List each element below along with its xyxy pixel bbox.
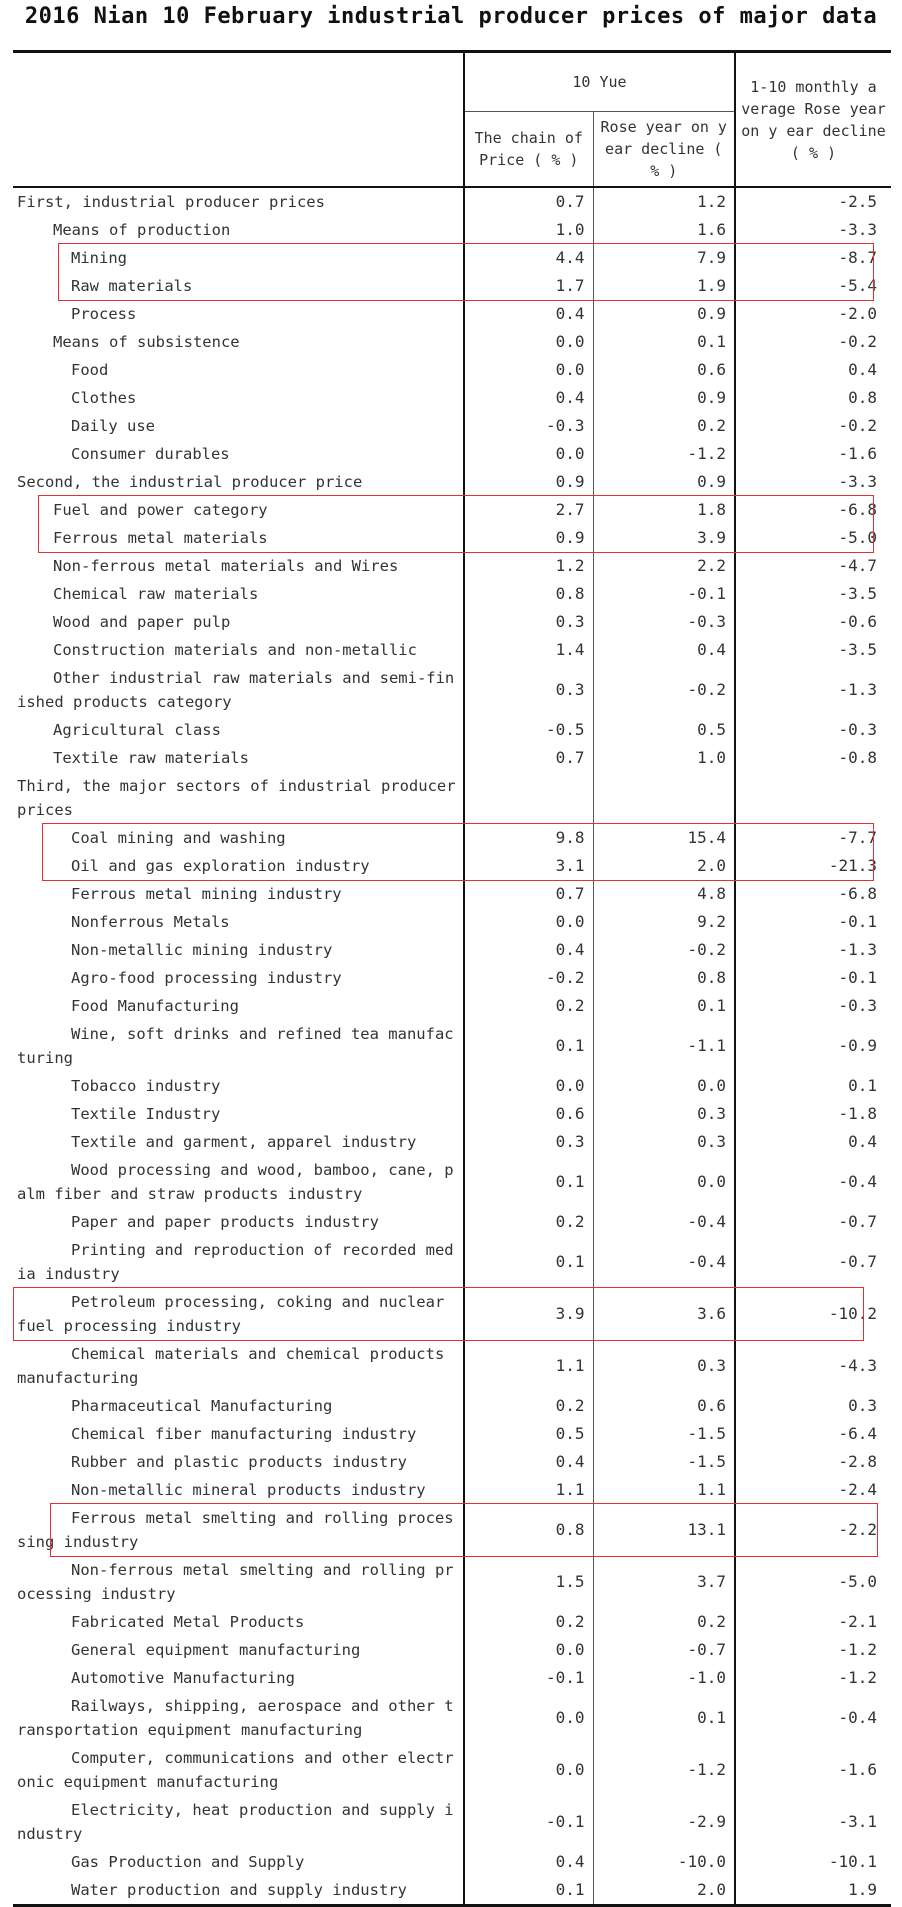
avg-yoy-value: [735, 772, 891, 824]
table-row: [13, 1556, 891, 1608]
table-row: [13, 824, 891, 852]
avg-yoy-value: -1.2: [838, 1668, 877, 1687]
chain-price-value: -0.3: [464, 412, 593, 440]
row-label: Textile Industry: [13, 1100, 464, 1128]
chain-price-value: 0.1: [464, 1020, 593, 1072]
row-label: Textile and garment, apparel industry: [13, 1128, 464, 1156]
yoy-value: 2.2: [593, 552, 735, 580]
yoy-value: 0.0: [593, 1156, 735, 1208]
table-row: [13, 1072, 891, 1100]
chain-price-value: 0.2: [464, 992, 593, 1020]
chain-price-value: 1.5: [464, 1556, 593, 1608]
chain-price-value: 0.4: [464, 1448, 593, 1476]
table-row: [13, 1340, 891, 1392]
table-row: [13, 356, 891, 384]
table-row: [13, 1796, 891, 1848]
chain-price-value: 0.8: [464, 1504, 593, 1556]
avg-yoy-value: -4.7: [838, 556, 877, 575]
row-label: Automotive Manufacturing: [13, 1664, 464, 1692]
avg-yoy-value: -2.8: [838, 1452, 877, 1471]
chain-price-value: 0.4: [464, 384, 593, 412]
yoy-value: -1.2: [593, 440, 735, 468]
yoy-value: 3.9: [593, 524, 735, 552]
yoy-value: 0.9: [593, 300, 735, 328]
yoy-value: 1.9: [593, 272, 735, 300]
yoy-value: 15.4: [593, 824, 735, 852]
chain-price-value: 0.5: [464, 1420, 593, 1448]
chain-price-value: 0.7: [464, 744, 593, 772]
chain-price-value: 0.7: [464, 880, 593, 908]
row-label: Raw materials: [13, 272, 464, 300]
yoy-value: [593, 772, 735, 824]
row-label: Fabricated Metal Products: [13, 1608, 464, 1636]
avg-yoy-value: -6.4: [838, 1424, 877, 1443]
row-label: Other industrial raw materials and semi-finished products category: [13, 664, 464, 716]
chain-price-value: 1.1: [464, 1340, 593, 1392]
table-row: [13, 216, 891, 244]
yoy-value: 2.0: [593, 852, 735, 880]
yoy-value: 0.5: [593, 716, 735, 744]
chain-price-value: 0.4: [464, 936, 593, 964]
table-row: [13, 552, 891, 580]
table-row: [13, 300, 891, 328]
row-label: Non-metallic mining industry: [13, 936, 464, 964]
table-row: [13, 580, 891, 608]
yoy-value: -1.1: [593, 1020, 735, 1072]
row-label: Food: [13, 356, 464, 384]
table-row: [13, 936, 891, 964]
chain-price-value: 0.0: [464, 908, 593, 936]
yoy-value: 7.9: [593, 244, 735, 272]
avg-yoy-value: -6.8: [838, 500, 877, 519]
table-row: [13, 1608, 891, 1636]
row-label: Chemical materials and chemical products manufacturing: [13, 1340, 464, 1392]
row-label: Wood processing and wood, bamboo, cane, palm fiber and straw products industry: [13, 1156, 464, 1208]
avg-yoy-value: -5.0: [838, 528, 877, 547]
table-row: [13, 1476, 891, 1504]
avg-yoy-value: -1.3: [838, 940, 877, 959]
yoy-value: 1.1: [593, 1476, 735, 1504]
avg-yoy-value: 0.4: [848, 1132, 877, 1151]
yoy-value: -0.3: [593, 608, 735, 636]
table-row: [13, 1156, 891, 1208]
row-label: Nonferrous Metals: [13, 908, 464, 936]
yoy-value: 1.0: [593, 744, 735, 772]
yoy-value: -1.5: [593, 1420, 735, 1448]
avg-yoy-value: -1.2: [838, 1640, 877, 1659]
avg-yoy-value: -1.6: [838, 1760, 877, 1779]
avg-yoy-value: -1.8: [838, 1104, 877, 1123]
yoy-value: 0.6: [593, 356, 735, 384]
avg-yoy-value: -0.1: [838, 968, 877, 987]
chain-price-value: 0.6: [464, 1100, 593, 1128]
table-row: [13, 1100, 891, 1128]
avg-yoy-value: -8.7: [838, 248, 877, 267]
avg-yoy-value: -3.5: [838, 584, 877, 603]
chain-price-value: 0.9: [464, 524, 593, 552]
table-row: [13, 1636, 891, 1664]
chain-price-value: 2.7: [464, 496, 593, 524]
chain-price-value: 0.8: [464, 580, 593, 608]
row-label: Computer, communications and other electronic equipment manufacturing: [13, 1744, 464, 1796]
table-row: [13, 1208, 891, 1236]
row-label: Ferrous metal smelting and rolling processing industry: [13, 1504, 464, 1556]
table-row: [13, 908, 891, 936]
table-row: [13, 1664, 891, 1692]
header-chain-price: The chain of Price ( % ): [464, 112, 593, 188]
chain-price-value: 1.4: [464, 636, 593, 664]
yoy-value: -0.7: [593, 1636, 735, 1664]
row-label: Daily use: [13, 412, 464, 440]
table-row: [13, 608, 891, 636]
table-row: [13, 852, 891, 880]
avg-yoy-value: -0.2: [838, 416, 877, 435]
table-header: [13, 52, 891, 188]
yoy-value: 0.2: [593, 1608, 735, 1636]
row-label: Chemical raw materials: [13, 580, 464, 608]
yoy-value: 0.6: [593, 1392, 735, 1420]
yoy-value: 0.1: [593, 992, 735, 1020]
yoy-value: 0.0: [593, 1072, 735, 1100]
yoy-value: 0.8: [593, 964, 735, 992]
table-row: [13, 1236, 891, 1288]
chain-price-value: 1.7: [464, 272, 593, 300]
row-label: Second, the industrial producer price: [13, 468, 464, 496]
avg-yoy-value: -0.8: [838, 748, 877, 767]
table-row: [13, 1420, 891, 1448]
data-table: [13, 50, 891, 1907]
yoy-value: -2.9: [593, 1796, 735, 1848]
row-label: Textile raw materials: [13, 744, 464, 772]
table-row: [13, 384, 891, 412]
table-row: [13, 187, 891, 216]
avg-yoy-value: -0.3: [838, 720, 877, 739]
yoy-value: -1.2: [593, 1744, 735, 1796]
chain-price-value: 0.0: [464, 1744, 593, 1796]
row-label: Construction materials and non-metallic: [13, 636, 464, 664]
avg-yoy-value: -0.7: [838, 1212, 877, 1231]
chain-price-value: -0.1: [464, 1664, 593, 1692]
yoy-value: -0.2: [593, 664, 735, 716]
row-label: First, industrial producer prices: [13, 187, 464, 216]
header-avg-yoy: 1-10 monthly a verage Rose year on y ear decline ( % ): [735, 52, 891, 188]
header-group-10-month: 10 Yue: [464, 52, 735, 112]
chain-price-value: 0.1: [464, 1236, 593, 1288]
row-label: Fuel and power category: [13, 496, 464, 524]
row-label: Water production and supply industry: [13, 1876, 464, 1906]
row-label: Food Manufacturing: [13, 992, 464, 1020]
avg-yoy-value: 1.9: [735, 1876, 891, 1906]
yoy-value: 0.4: [593, 636, 735, 664]
avg-yoy-value: 0.4: [848, 360, 877, 379]
row-label: Third, the major sectors of industrial producer prices: [13, 772, 464, 824]
avg-yoy-value: -4.3: [838, 1356, 877, 1375]
chain-price-value: 0.4: [464, 300, 593, 328]
yoy-value: 0.3: [593, 1340, 735, 1392]
row-label: Non-metallic mineral products industry: [13, 1476, 464, 1504]
avg-yoy-value: -10.2: [828, 1304, 877, 1323]
page-title: 2016 Nian 10 February industrial producer prices of major data: [24, 4, 878, 29]
table-row: [13, 524, 891, 552]
row-label: Oil and gas exploration industry: [13, 852, 464, 880]
row-label: Rubber and plastic products industry: [13, 1448, 464, 1476]
chain-price-value: 0.4: [464, 1848, 593, 1876]
table-row: [13, 1448, 891, 1476]
header-yoy: Rose year on y ear decline ( % ): [593, 112, 735, 188]
table-row: [13, 716, 891, 744]
table-row: [13, 468, 891, 496]
chain-price-value: 1.1: [464, 1476, 593, 1504]
avg-yoy-value: -0.7: [838, 1252, 877, 1271]
avg-yoy-value: -2.5: [838, 192, 877, 211]
yoy-value: 0.1: [593, 328, 735, 356]
table-row: [13, 1876, 891, 1906]
avg-yoy-value: -3.3: [838, 220, 877, 239]
yoy-value: 0.9: [593, 384, 735, 412]
chain-price-value: 4.4: [464, 244, 593, 272]
table-row: [13, 1128, 891, 1156]
row-label: Means of subsistence: [13, 328, 464, 356]
yoy-value: 4.8: [593, 880, 735, 908]
avg-yoy-value: -5.4: [838, 276, 877, 295]
avg-yoy-value: -2.4: [838, 1480, 877, 1499]
row-label: Non-ferrous metal materials and Wires: [13, 552, 464, 580]
header-blank-cell: [13, 52, 464, 188]
yoy-value: -1.5: [593, 1448, 735, 1476]
yoy-value: 0.3: [593, 1128, 735, 1156]
avg-yoy-value: -0.2: [838, 332, 877, 351]
row-label: Ferrous metal mining industry: [13, 880, 464, 908]
yoy-value: 0.9: [593, 468, 735, 496]
row-label: Pharmaceutical Manufacturing: [13, 1392, 464, 1420]
row-label: Wine, soft drinks and refined tea manufacturing: [13, 1020, 464, 1072]
row-label: Gas Production and Supply: [13, 1848, 464, 1876]
avg-yoy-value: 0.8: [848, 388, 877, 407]
table-row: [13, 1504, 891, 1556]
yoy-value: 1.2: [593, 187, 735, 216]
table-row: [13, 1288, 891, 1340]
yoy-value: 3.7: [593, 1556, 735, 1608]
table-row: [13, 1692, 891, 1744]
yoy-value: 13.1: [593, 1504, 735, 1556]
yoy-value: 0.1: [593, 1692, 735, 1744]
chain-price-value: 0.2: [464, 1608, 593, 1636]
chain-price-value: 0.0: [464, 356, 593, 384]
chain-price-value: 3.9: [464, 1288, 593, 1340]
row-label: Mining: [13, 244, 464, 272]
yoy-value: 0.2: [593, 412, 735, 440]
avg-yoy-value: -3.5: [838, 640, 877, 659]
chain-price-value: [464, 772, 593, 824]
chain-price-value: 0.0: [464, 440, 593, 468]
table-row: [13, 992, 891, 1020]
table-row: [13, 744, 891, 772]
avg-yoy-value: 0.1: [848, 1076, 877, 1095]
row-label: Consumer durables: [13, 440, 464, 468]
chain-price-value: 1.0: [464, 216, 593, 244]
avg-yoy-value: -0.9: [838, 1036, 877, 1055]
table-row: [13, 964, 891, 992]
yoy-value: 3.6: [593, 1288, 735, 1340]
yoy-value: 0.3: [593, 1100, 735, 1128]
chain-price-value: 0.9: [464, 468, 593, 496]
row-label: Printing and reproduction of recorded media industry: [13, 1236, 464, 1288]
row-label: Agricultural class: [13, 716, 464, 744]
table-row: [13, 496, 891, 524]
chain-price-value: 0.1: [464, 1876, 593, 1906]
chain-price-value: 3.1: [464, 852, 593, 880]
avg-yoy-value: -1.3: [838, 680, 877, 699]
table-row: [13, 328, 891, 356]
avg-yoy-value: 0.3: [848, 1396, 877, 1415]
avg-yoy-value: -0.1: [838, 912, 877, 931]
table-row: [13, 272, 891, 300]
chain-price-value: -0.2: [464, 964, 593, 992]
row-label: Petroleum processing, coking and nuclear fuel processing industry: [13, 1288, 464, 1340]
row-label: Paper and paper products industry: [13, 1208, 464, 1236]
avg-yoy-value: -0.3: [838, 996, 877, 1015]
yoy-value: 1.8: [593, 496, 735, 524]
row-label: Process: [13, 300, 464, 328]
chain-price-value: 0.0: [464, 1072, 593, 1100]
row-label: Chemical fiber manufacturing industry: [13, 1420, 464, 1448]
avg-yoy-value: -0.4: [838, 1708, 877, 1727]
yoy-value: -10.0: [593, 1848, 735, 1876]
table-row: [13, 244, 891, 272]
chain-price-value: -0.1: [464, 1796, 593, 1848]
avg-yoy-value: -2.1: [838, 1612, 877, 1631]
yoy-value: -1.0: [593, 1664, 735, 1692]
avg-yoy-value: -2.0: [838, 304, 877, 323]
avg-yoy-value: -7.7: [838, 828, 877, 847]
avg-yoy-value: -3.1: [838, 1812, 877, 1831]
row-label: Tobacco industry: [13, 1072, 464, 1100]
row-label: Non-ferrous metal smelting and rolling processing industry: [13, 1556, 464, 1608]
table-row: [13, 412, 891, 440]
table-row: [13, 440, 891, 468]
chain-price-value: 0.0: [464, 328, 593, 356]
table-row: [13, 880, 891, 908]
row-label: Means of production: [13, 216, 464, 244]
yoy-value: 9.2: [593, 908, 735, 936]
table-row: [13, 1744, 891, 1796]
table-row: [13, 1848, 891, 1876]
table-row: [13, 636, 891, 664]
avg-yoy-value: -5.0: [838, 1572, 877, 1591]
data-table-container: [13, 50, 891, 1907]
yoy-value: 2.0: [593, 1876, 735, 1906]
chain-price-value: 0.3: [464, 608, 593, 636]
chain-price-value: 0.7: [464, 187, 593, 216]
chain-price-value: 0.3: [464, 664, 593, 716]
table-body: [13, 187, 891, 1906]
table-row: [13, 1020, 891, 1072]
chain-price-value: 0.0: [464, 1636, 593, 1664]
row-label: Agro-food processing industry: [13, 964, 464, 992]
chain-price-value: 0.2: [464, 1208, 593, 1236]
chain-price-value: 0.0: [464, 1692, 593, 1744]
avg-yoy-value: -2.2: [838, 1520, 877, 1539]
yoy-value: -0.4: [593, 1208, 735, 1236]
chain-price-value: 0.2: [464, 1392, 593, 1420]
row-label: Clothes: [13, 384, 464, 412]
avg-yoy-value: -0.6: [838, 612, 877, 631]
row-label: Coal mining and washing: [13, 824, 464, 852]
yoy-value: 1.6: [593, 216, 735, 244]
chain-price-value: 0.1: [464, 1156, 593, 1208]
chain-price-value: -0.5: [464, 716, 593, 744]
row-label: Electricity, heat production and supply industry: [13, 1796, 464, 1848]
yoy-value: -0.2: [593, 936, 735, 964]
avg-yoy-value: -1.6: [838, 444, 877, 463]
row-label: Wood and paper pulp: [13, 608, 464, 636]
yoy-value: -0.4: [593, 1236, 735, 1288]
avg-yoy-value: -3.3: [838, 472, 877, 491]
avg-yoy-value: -21.3: [828, 856, 877, 875]
row-label: Railways, shipping, aerospace and other transportation equipment manufacturing: [13, 1692, 464, 1744]
table-row: [13, 1392, 891, 1420]
row-label: Ferrous metal materials: [13, 524, 464, 552]
chain-price-value: 1.2: [464, 552, 593, 580]
avg-yoy-value: -10.1: [828, 1852, 877, 1871]
avg-yoy-value: -0.4: [838, 1172, 877, 1191]
row-label: General equipment manufacturing: [13, 1636, 464, 1664]
table-row: [13, 772, 891, 824]
yoy-value: -0.1: [593, 580, 735, 608]
table-row: [13, 664, 891, 716]
chain-price-value: 9.8: [464, 824, 593, 852]
avg-yoy-value: -6.8: [838, 884, 877, 903]
chain-price-value: 0.3: [464, 1128, 593, 1156]
